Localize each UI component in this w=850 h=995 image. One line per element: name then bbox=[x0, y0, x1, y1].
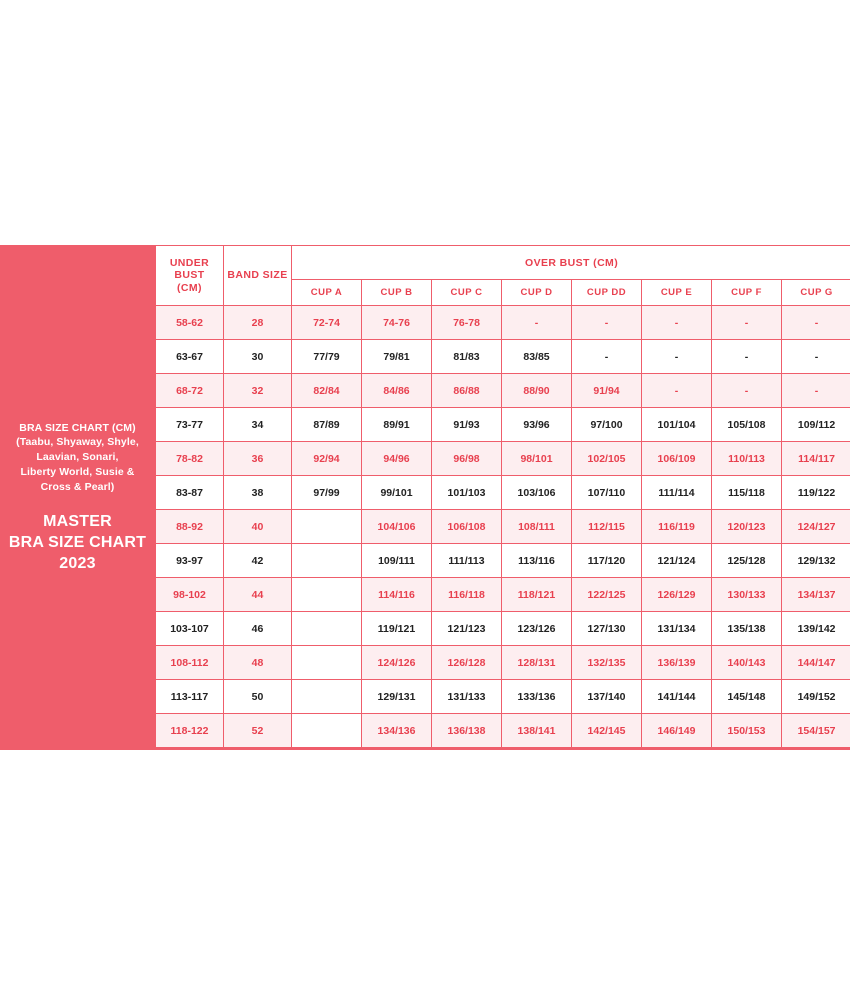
cell-over-bust: 132/135 bbox=[572, 646, 642, 680]
cell-under-bust: 88-92 bbox=[156, 510, 224, 544]
chart-description bbox=[16, 421, 139, 496]
cell-over-bust: 74-76 bbox=[362, 306, 432, 340]
table-header bbox=[156, 246, 850, 306]
chart-description-line-4: Liberty World, Susie & bbox=[20, 466, 135, 479]
cell-over-bust: 99/101 bbox=[362, 476, 432, 510]
cell-over-bust: 131/134 bbox=[642, 612, 712, 646]
cell-under-bust: 98-102 bbox=[156, 578, 224, 612]
cell-over-bust: 124/126 bbox=[362, 646, 432, 680]
cell-over-bust: 149/152 bbox=[782, 680, 850, 714]
table-row bbox=[156, 442, 850, 476]
cell-under-bust: 73-77 bbox=[156, 408, 224, 442]
cell-over-bust: 108/111 bbox=[502, 510, 572, 544]
cell-over-bust: 121/123 bbox=[432, 612, 502, 646]
cell-under-bust: 78-82 bbox=[156, 442, 224, 476]
header-band-size: BAND SIZE bbox=[224, 246, 292, 306]
cell-over-bust: - bbox=[712, 374, 782, 408]
cell-over-bust: 102/105 bbox=[572, 442, 642, 476]
cell-over-bust: 104/106 bbox=[362, 510, 432, 544]
cell-under-bust: 113-117 bbox=[156, 680, 224, 714]
cell-under-bust: 108-112 bbox=[156, 646, 224, 680]
cell-over-bust: 106/109 bbox=[642, 442, 712, 476]
cell-band-size: 42 bbox=[224, 544, 292, 578]
cell-over-bust bbox=[292, 612, 362, 646]
cell-over-bust: 130/133 bbox=[712, 578, 782, 612]
cell-over-bust: 105/108 bbox=[712, 408, 782, 442]
cell-over-bust: - bbox=[712, 340, 782, 374]
cell-over-bust: 98/101 bbox=[502, 442, 572, 476]
cell-over-bust: 144/147 bbox=[782, 646, 850, 680]
cell-over-bust: 76-78 bbox=[432, 306, 502, 340]
header-cup-b: CUP B bbox=[362, 280, 432, 306]
table-row bbox=[156, 374, 850, 408]
cell-over-bust: 154/157 bbox=[782, 714, 850, 748]
cell-over-bust: 127/130 bbox=[572, 612, 642, 646]
cell-over-bust: - bbox=[642, 340, 712, 374]
chart-title-line-1: MASTER bbox=[43, 513, 112, 531]
header-cup-a: CUP A bbox=[292, 280, 362, 306]
cell-band-size: 46 bbox=[224, 612, 292, 646]
cell-over-bust: 93/96 bbox=[502, 408, 572, 442]
cell-over-bust: 84/86 bbox=[362, 374, 432, 408]
cell-over-bust: 87/89 bbox=[292, 408, 362, 442]
chart-description-line-2: (Taabu, Shyaway, Shyle, bbox=[16, 436, 139, 449]
header-cup-c: CUP C bbox=[432, 280, 502, 306]
table-header-row-top bbox=[156, 246, 850, 280]
cell-over-bust: - bbox=[712, 306, 782, 340]
cell-band-size: 40 bbox=[224, 510, 292, 544]
cell-over-bust: 110/113 bbox=[712, 442, 782, 476]
cell-band-size: 32 bbox=[224, 374, 292, 408]
cell-over-bust: 114/116 bbox=[362, 578, 432, 612]
cell-over-bust: 81/83 bbox=[432, 340, 502, 374]
cell-under-bust: 93-97 bbox=[156, 544, 224, 578]
cell-band-size: 50 bbox=[224, 680, 292, 714]
cell-over-bust: 101/104 bbox=[642, 408, 712, 442]
cell-over-bust: 131/133 bbox=[432, 680, 502, 714]
cell-over-bust: 116/119 bbox=[642, 510, 712, 544]
cell-over-bust: 146/149 bbox=[642, 714, 712, 748]
cell-over-bust: 94/96 bbox=[362, 442, 432, 476]
cell-over-bust: 141/144 bbox=[642, 680, 712, 714]
cell-over-bust: 124/127 bbox=[782, 510, 850, 544]
cell-over-bust: - bbox=[782, 306, 850, 340]
header-cup-f: CUP F bbox=[712, 280, 782, 306]
cell-over-bust: 91/94 bbox=[572, 374, 642, 408]
cell-over-bust: 114/117 bbox=[782, 442, 850, 476]
cell-under-bust: 58-62 bbox=[156, 306, 224, 340]
cell-over-bust: 119/122 bbox=[782, 476, 850, 510]
cell-over-bust: 136/139 bbox=[642, 646, 712, 680]
cell-over-bust: 140/143 bbox=[712, 646, 782, 680]
cell-over-bust: - bbox=[572, 306, 642, 340]
cell-under-bust: 68-72 bbox=[156, 374, 224, 408]
header-cup-dd: CUP DD bbox=[572, 280, 642, 306]
cell-band-size: 36 bbox=[224, 442, 292, 476]
chart-description-line-1: BRA SIZE CHART (CM) bbox=[19, 421, 136, 434]
chart-description-line-3: Laavian, Sonari, bbox=[36, 451, 119, 464]
cell-over-bust: 106/108 bbox=[432, 510, 502, 544]
cell-over-bust: 86/88 bbox=[432, 374, 502, 408]
table-row bbox=[156, 340, 850, 374]
table-row bbox=[156, 646, 850, 680]
chart-title-line-3: 2023 bbox=[59, 555, 96, 573]
table-row bbox=[156, 714, 850, 748]
cell-over-bust: 122/125 bbox=[572, 578, 642, 612]
cell-over-bust: 138/141 bbox=[502, 714, 572, 748]
cell-over-bust: 116/118 bbox=[432, 578, 502, 612]
table-row bbox=[156, 578, 850, 612]
header-cup-d: CUP D bbox=[502, 280, 572, 306]
cell-over-bust: 120/123 bbox=[712, 510, 782, 544]
cell-over-bust: 72-74 bbox=[292, 306, 362, 340]
cell-over-bust: - bbox=[782, 374, 850, 408]
cell-over-bust: 121/124 bbox=[642, 544, 712, 578]
cell-over-bust: 128/131 bbox=[502, 646, 572, 680]
cell-band-size: 28 bbox=[224, 306, 292, 340]
table-row bbox=[156, 544, 850, 578]
table-row bbox=[156, 612, 850, 646]
table-row bbox=[156, 476, 850, 510]
bra-size-table bbox=[155, 245, 850, 748]
table-body bbox=[156, 306, 850, 748]
cell-over-bust: 111/113 bbox=[432, 544, 502, 578]
cell-over-bust: 139/142 bbox=[782, 612, 850, 646]
cell-over-bust: 111/114 bbox=[642, 476, 712, 510]
chart-title bbox=[9, 511, 146, 574]
header-cup-g: CUP G bbox=[782, 280, 850, 306]
cell-over-bust: - bbox=[572, 340, 642, 374]
chart-title-line-2: BRA SIZE CHART bbox=[8, 534, 147, 552]
cell-band-size: 38 bbox=[224, 476, 292, 510]
cell-over-bust: 82/84 bbox=[292, 374, 362, 408]
table-row bbox=[156, 680, 850, 714]
size-table-panel bbox=[155, 245, 850, 750]
cell-over-bust bbox=[292, 544, 362, 578]
cell-over-bust: 142/145 bbox=[572, 714, 642, 748]
cell-over-bust: 109/112 bbox=[782, 408, 850, 442]
cell-band-size: 44 bbox=[224, 578, 292, 612]
chart-description-line-5: Cross & Pearl) bbox=[40, 481, 115, 494]
header-under-bust bbox=[156, 246, 224, 306]
table-row bbox=[156, 306, 850, 340]
cell-over-bust: - bbox=[502, 306, 572, 340]
cell-band-size: 48 bbox=[224, 646, 292, 680]
cell-under-bust: 63-67 bbox=[156, 340, 224, 374]
cell-over-bust: 88/90 bbox=[502, 374, 572, 408]
header-cup-e: CUP E bbox=[642, 280, 712, 306]
cell-over-bust: 126/129 bbox=[642, 578, 712, 612]
table-row bbox=[156, 510, 850, 544]
cell-over-bust: 79/81 bbox=[362, 340, 432, 374]
cell-over-bust: 109/111 bbox=[362, 544, 432, 578]
cell-over-bust: 136/138 bbox=[432, 714, 502, 748]
cell-over-bust: 129/132 bbox=[782, 544, 850, 578]
cell-over-bust: 118/121 bbox=[502, 578, 572, 612]
cell-over-bust: 96/98 bbox=[432, 442, 502, 476]
cell-over-bust: 92/94 bbox=[292, 442, 362, 476]
cell-band-size: 34 bbox=[224, 408, 292, 442]
cell-over-bust bbox=[292, 510, 362, 544]
cell-over-bust: - bbox=[642, 306, 712, 340]
cell-over-bust bbox=[292, 578, 362, 612]
cell-over-bust: 112/115 bbox=[572, 510, 642, 544]
cell-over-bust: 125/128 bbox=[712, 544, 782, 578]
chart-left-label-panel bbox=[0, 245, 155, 750]
cell-over-bust: 89/91 bbox=[362, 408, 432, 442]
header-under-bust-label: UNDER BUST bbox=[169, 256, 210, 282]
size-chart-container bbox=[0, 245, 850, 750]
cell-over-bust: 137/140 bbox=[572, 680, 642, 714]
cell-over-bust: 107/110 bbox=[572, 476, 642, 510]
cell-over-bust: 119/121 bbox=[362, 612, 432, 646]
header-under-bust-unit: (CM) bbox=[177, 281, 202, 294]
cell-over-bust: - bbox=[642, 374, 712, 408]
cell-over-bust: 145/148 bbox=[712, 680, 782, 714]
cell-over-bust: 129/131 bbox=[362, 680, 432, 714]
cell-over-bust bbox=[292, 680, 362, 714]
header-over-bust: OVER BUST (CM) bbox=[292, 246, 850, 280]
cell-over-bust: 103/106 bbox=[502, 476, 572, 510]
cell-over-bust: 123/126 bbox=[502, 612, 572, 646]
cell-over-bust: 115/118 bbox=[712, 476, 782, 510]
cell-over-bust: 83/85 bbox=[502, 340, 572, 374]
cell-over-bust: 117/120 bbox=[572, 544, 642, 578]
cell-over-bust: 101/103 bbox=[432, 476, 502, 510]
cell-over-bust: - bbox=[782, 340, 850, 374]
cell-over-bust bbox=[292, 714, 362, 748]
cell-over-bust: 135/138 bbox=[712, 612, 782, 646]
cell-over-bust: 134/136 bbox=[362, 714, 432, 748]
cell-band-size: 30 bbox=[224, 340, 292, 374]
cell-under-bust: 103-107 bbox=[156, 612, 224, 646]
cell-over-bust: 133/136 bbox=[502, 680, 572, 714]
cell-over-bust: 77/79 bbox=[292, 340, 362, 374]
cell-over-bust: 91/93 bbox=[432, 408, 502, 442]
cell-over-bust: 113/116 bbox=[502, 544, 572, 578]
table-row bbox=[156, 408, 850, 442]
cell-under-bust: 83-87 bbox=[156, 476, 224, 510]
cell-over-bust: 150/153 bbox=[712, 714, 782, 748]
cell-over-bust: 97/100 bbox=[572, 408, 642, 442]
cell-over-bust: 97/99 bbox=[292, 476, 362, 510]
cell-under-bust: 118-122 bbox=[156, 714, 224, 748]
cell-band-size: 52 bbox=[224, 714, 292, 748]
cell-over-bust bbox=[292, 646, 362, 680]
cell-over-bust: 134/137 bbox=[782, 578, 850, 612]
cell-over-bust: 126/128 bbox=[432, 646, 502, 680]
